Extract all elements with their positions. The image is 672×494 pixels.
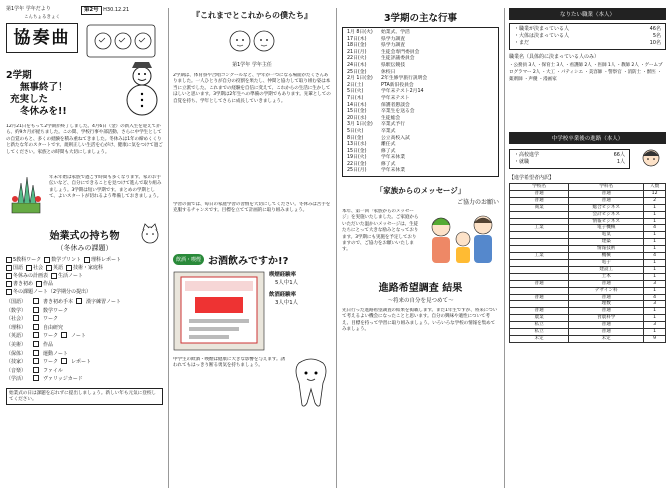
table-cell: 電子 [569,259,644,266]
schedule-date: 21日(月) [347,49,367,55]
table-cell: 普通 [510,197,569,204]
table-cell: 農業 [510,315,569,322]
school-label: 第1学年 学年だより [6,6,51,12]
table-cell [510,301,569,308]
schedule-event: 学年末休業 [381,155,405,161]
issue-number: 第2号 [81,6,102,15]
schedule-row [347,50,494,57]
table-row [510,315,666,322]
table-cell: 普通 [569,322,644,329]
issue-date: H30.12.21 [103,7,130,13]
check-item[interactable]: 技術・家庭科 [66,264,103,272]
schedule-date: 24日(木) [347,62,367,68]
masthead-illustration [81,19,161,61]
message-subtitle: ご協力のお願い [456,199,499,206]
table-cell: 普通 [569,294,644,301]
table-cell: 理数 [569,301,644,308]
table-cell: 3 [644,280,666,287]
check-item[interactable]: 冬の課題ノート（2学期分の提出） [6,288,91,296]
table-cell: 商業 [510,204,569,211]
schedule-date: 15日(金) [347,109,367,115]
schedule-row [347,37,494,44]
table-row [510,246,666,253]
survey-text: 先日行った進路希望調査の結果を掲載します。まだ1年生ですが、将来について考えるよい機会になったことと思います。自分の興味や適性について考え、目標を持って学習に取り組みましょう。いろいろな学校の情報を集めてみましょう。 [342,308,498,333]
table-cell: 普通 [510,308,569,315]
schedule-event: 生徒会専門委員会 [381,49,420,55]
alcohol-banner [173,252,331,267]
table-cell: 建築 [569,239,644,246]
table-cell: 電子機械 [569,225,644,232]
jobs-subheading: 職業名（具体的に決まっている人のみ） [509,54,600,60]
schedule-date: 20日(水) [347,115,367,121]
schedule-row [347,89,494,96]
table-header: 人数 [644,184,666,191]
table-row [510,190,666,197]
schedule-event: 卒業式 [381,128,396,134]
schedule-row [347,96,494,103]
teachers-illustration [212,25,292,59]
jobs-list: ・公務員 3人 ・保育士 3人 ・看護師 2人 ・医師 1人 ・教師 2人 ・ゲームプログラマー 2人 ・大工 ・パティシエ ・美容師 ・警察官 ・消防士 ・獣医 ・薬剤師 ・声優 ・漫画家 [509,63,663,82]
table-cell [510,266,569,273]
table-header: 学科名 [569,184,644,191]
table-row [510,273,666,280]
table-cell: 建設工 [569,266,644,273]
alcohol-question: お酒飲みですか!? [208,256,289,267]
schedule-row [347,155,494,162]
principal-text: 2学期は、体育祭や合唱コンクールなど、学年が一つになる場面がたくさんありました。一人ひとりが自分の役割を果たし、仲間と協力して取り組む姿は本当に立派でした。これまでの経験を自信に変えて、これからの生活に生かしてほしいと思います。3学期は2年生への準備の学期でもあります。先輩としての自覚を持ち、学年としてさらに成長していきましょう。 [173,73,331,104]
table-cell: 1 [644,315,666,322]
table-row [510,335,666,342]
table-cell: 普通 [569,197,644,204]
table-row [510,253,666,260]
table-cell: 1 [644,211,666,218]
items-section [6,227,163,253]
check-item[interactable]: 書き初め [6,280,33,288]
schedule-event: 卒業生を送る会 [381,109,415,115]
headline: 2学期 無事終了！ 充実した 冬休みを!! [6,70,68,117]
table-cell [510,273,569,280]
check-item[interactable]: 理科レポート [84,256,121,264]
schedule-event: 卒業式予行 [381,122,405,128]
schedule-date: 7日(木) [347,95,364,101]
schedule-row [347,109,494,116]
schedule-event: 県学力調査 [381,43,405,49]
table-row [510,211,666,218]
table-cell: 情報技術 [569,246,644,253]
column-2 [168,0,336,494]
footer-note: 始業式の日は課題を忘れずに提出しましょう。新しい年も元気に登校してください。 [6,388,163,405]
schedule-event: PTA新旧役員会 [381,82,414,88]
schedule-row [347,149,494,156]
schedule-row [347,56,494,63]
schedule-event: 公立高校入試 [381,135,410,141]
masthead [6,6,163,66]
table-row [510,266,666,273]
schedule-row [347,162,494,169]
schedule-event: 休校日 [381,69,396,75]
student-icon [636,147,666,171]
jobs-heading: なりたい職業（本人） [509,8,666,20]
column-4 [504,0,672,494]
schedule-row [347,136,494,143]
schedule-event: 学年末テスト2月14 [381,89,424,95]
table-row [510,204,666,211]
schedule-date: 25日(金) [347,69,367,75]
table-cell: 普通 [569,329,644,336]
message-title: 「家族からのメッセージ」 [375,186,466,195]
table-row [510,225,666,232]
masthead-right [81,6,163,66]
table-cell: 1 [644,308,666,315]
table-cell [510,239,569,246]
schedule-event: 保護者懇談会 [381,102,410,108]
table-cell: 3 [644,322,666,329]
message-text: 本年、第一回「家族からのメッセージ」を実施いたしました。ご家庭からいただいた温かいメッセージは、生徒たちにとって大きな励みとなっております。3学期にも実施を予定しておりますので、ご協力をお願いいたします。 [342,209,419,253]
table-row [510,287,666,294]
table-cell: 私立 [510,329,569,336]
schedule-date: 14日(木) [347,102,367,108]
table-cell: 9 [644,335,666,342]
table-cell: 情報ビジネス [569,218,644,225]
table-cell [510,246,569,253]
schedule-row [347,63,494,70]
schedule-date: 22日(火) [347,56,367,62]
check-item[interactable]: 社会 [26,264,43,272]
principal-title: 『これまでとこれからの僕たち』 [192,11,312,20]
table-cell: 土木 [569,273,644,280]
table-cell: 1 [644,239,666,246]
tooth-icon [291,357,331,409]
title-ruby: こんちょるきょく [24,15,60,20]
schedule-event: 県学力調査 [381,36,405,42]
table-cell: 未定 [510,335,569,342]
table-cell: 1 [644,218,666,225]
table-title: 【進学希望者内訳】 [509,175,555,181]
intro-text-2: 年末年始は家族で過ごす時間も多くなります。家のお手伝いなど、自分にできることを見つけて進んで取り組みましょう。3学期は短い学期です。まとめの学期として、よいスタートが切れるよう準備しておきましょう。 [49,175,162,200]
schedule-row [347,76,494,83]
check-item[interactable]: 冬休みの計画表 [6,272,48,280]
schedule-date: 22日(金) [347,161,367,167]
check-item[interactable]: 国語 [6,264,23,272]
table-cell: 4 [644,225,666,232]
table-cell: 総合ビジネス [569,204,644,211]
jobs-ranking: ・職業が決まっている人 46名 ・大体は決まっている人 5名 ・まだ 10名 [509,23,666,50]
schedule-date: 5日(火) [347,89,364,95]
schedule-event: 学年末休業 [381,168,405,174]
schedule-date: 18日(金) [347,43,367,49]
schedule-date: 13日(水) [347,142,367,148]
schedule-date: 1月 8日(火) [347,30,373,35]
schedule-row [347,129,494,136]
table-row [510,197,666,204]
survey-title: 進路希望調査 結果 [378,283,463,294]
table-cell: 普通 [569,280,644,287]
table-header: 学校名 [510,184,569,191]
school-table [509,183,666,343]
table-row [510,294,666,301]
table-row [510,218,666,225]
table-cell: 4 [644,294,666,301]
table-cell: 会計ビジネス [569,211,644,218]
newsletter-logo: 協奏曲 [6,23,78,53]
schedule-event: 生徒評議委員会 [381,56,415,62]
schedule-row [347,122,494,129]
check-item[interactable]: 数学プリント [44,256,81,264]
events-schedule [342,27,499,177]
table-cell: デザイン科 [569,287,644,294]
table-cell: 機械 [569,253,644,260]
table-row [510,322,666,329]
principal-text-2: 学習の面では、毎日の家庭学習の習慣を大切にしてください。冬休みは苦手を克服するチャンスです。目標を立てて計画的に取り組みましょう。 [173,202,331,214]
kadomatsu-icon [6,175,46,215]
table-cell: 普通 [510,294,569,301]
table-row [510,259,666,266]
items-subtitle: （冬休みの課題） [56,244,113,252]
table-cell: 1 [644,259,666,266]
poster-image [173,271,265,351]
schedule-event: 始業式、学活 [381,30,410,35]
table-cell: 私立 [510,322,569,329]
green-badge: 飲酒・喫煙 [173,254,204,265]
table-cell: 1 [644,204,666,211]
schedule-date: 2月 1日(金) [347,76,373,82]
schedule-event: 修了式 [381,161,396,167]
table-cell: 普通 [510,190,569,197]
cat-icon [137,223,163,245]
schedule-date: 2日(土) [347,82,364,88]
schedule-date: 25日(月) [347,168,367,174]
table-row [510,308,666,315]
schedule-date: 8日(金) [347,135,364,141]
alcohol-text: 中学生の飲酒・喫煙は健康に大きな影響を与えます。誘われてもはっきり断る勇気を持ちましょう。 [173,357,285,369]
table-cell: 3 [644,301,666,308]
survey-subtitle: 〜将来の自分を見つめて〜 [387,298,454,304]
table-cell: 工業 [510,253,569,260]
table-cell: 電気 [569,232,644,239]
table-row [510,280,666,287]
check-item[interactable]: 英語 [46,264,63,272]
table-cell: 12 [644,190,666,197]
subject-list: （国語） 書き初め手本 漢字練習ノート （数学） 数学ワーク （社会） ワーク （理科） 自由研究 （英語） ワーク ノート （美術） 作品 （保体） 運動ノート （技家） ワーク レポート （音楽） ファイル （学活） ヴァリッジカード [6,299,121,383]
column-3 [336,0,504,494]
table-row [510,232,666,239]
table-cell: 1 [644,273,666,280]
schedule-event: 修了式 [381,148,396,154]
path-stats: ・高校進学 66人 ・就職 1人 [509,149,630,169]
table-cell [510,287,569,294]
table-cell: 普通 [510,280,569,287]
table-cell [510,211,569,218]
table-cell [510,218,569,225]
schedule-date: 19日(火) [347,155,367,161]
schedule-row [347,103,494,110]
table-cell: 工業 [510,225,569,232]
table-cell [510,232,569,239]
check-item[interactable]: 5教科ワーク [6,256,41,264]
schedule-row [347,142,494,149]
snowman-icon [122,62,162,120]
table-cell [510,259,569,266]
table-row [510,239,666,246]
schedule-row [347,43,494,50]
column-1 [0,0,168,494]
schedule-event: 離任式 [381,142,396,148]
check-item[interactable]: 作品 [36,280,53,288]
path-heading: 中学校卒業後の進路（本人） [509,132,666,144]
table-cell: 1 [644,266,666,273]
check-item[interactable]: 生活ノート [51,272,83,280]
schedule-event: 生徒総会 [381,115,401,121]
table-cell: 4 [644,253,666,260]
table-cell: 1 [644,287,666,294]
table-row [510,329,666,336]
schedule-event: 2年生修学旅行説明会 [381,76,428,82]
table-cell: 1 [644,232,666,239]
table-cell: 普通 [569,308,644,315]
table-cell: 未定 [569,335,644,342]
family-illustration [423,209,499,269]
items-title: 始業式の持ち物 [49,231,120,242]
table-cell: 普通 [569,190,644,197]
events-title: 3学期の主な行事 [383,13,458,24]
table-cell: 1 [644,329,666,336]
schedule-row [347,30,494,37]
schedule-event: 県駅伝競技 [381,62,405,68]
schedule-date: 15日(金) [347,148,367,154]
schedule-date: 5日(火) [347,128,364,134]
stats-block: 喫煙経験率 5人中1人 飲酒経験率 3人中1人 [269,272,299,306]
items-checklist [6,256,163,296]
table-cell: 2 [644,197,666,204]
schedule-row [347,168,494,175]
schedule-date: 3月 1日(金) [347,122,373,128]
schedule-date: 17日(木) [347,36,367,42]
schedule-event: 学年末テスト [381,95,410,101]
masthead-left [6,6,78,66]
table-row [510,301,666,308]
table-cell: 1 [644,246,666,253]
table-cell: 食農科学 [569,315,644,322]
intro-text: 12月21日をもって2学期が終了しました。4月6日（金）の新入生を迎えてから、約9カ月が経ちました。この間、学校行事や部活動、さらに中学生としての自覚のもと、多くの経験を積み重ねてきました。冬休みは1年の締めくくりと新たな年のスタートです。規則正しい生活を心がけ、健康に気をつけて過ごしてください。家族との時間も大切にしましょう。 [6,124,163,155]
principal-caption: 第1学年 学年主任 [232,62,272,68]
